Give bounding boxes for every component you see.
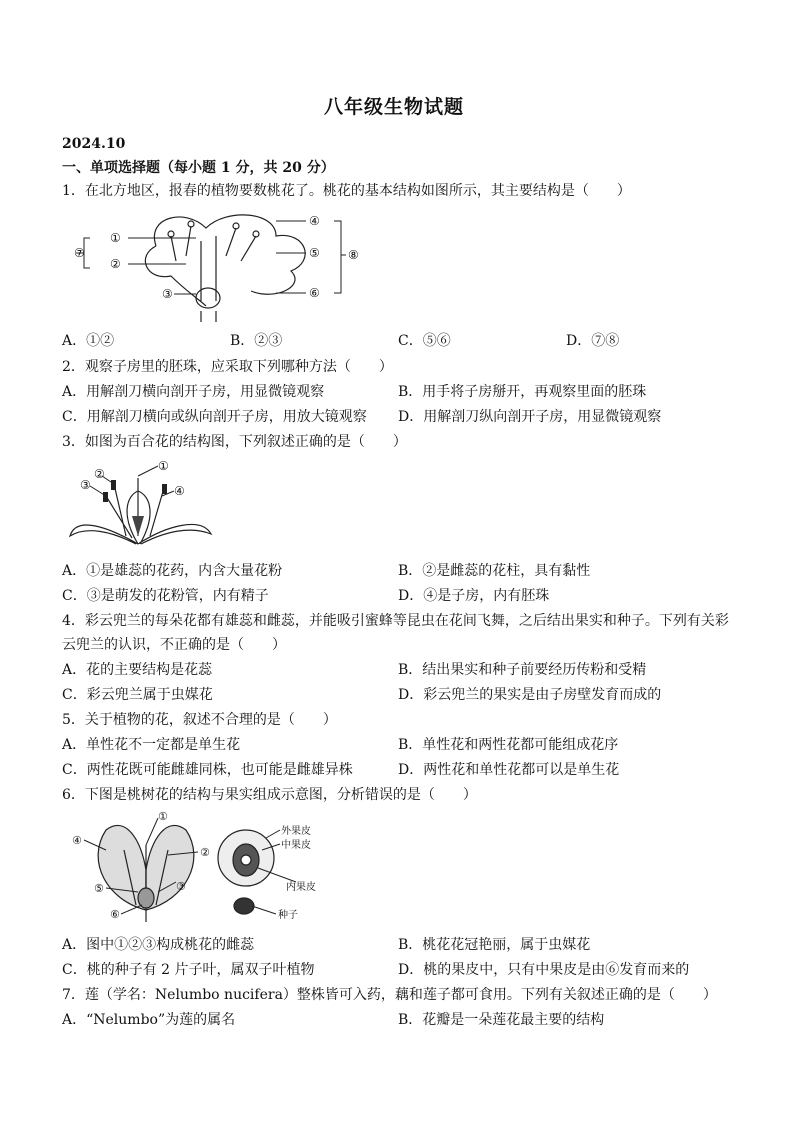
page-title: 八年级生物试题 [324,96,465,118]
option-c: C．③是萌发的花粉管，内有精子 [62,588,269,604]
leader-line [276,221,306,293]
label: ④ [72,834,82,847]
label: ⑧ [348,248,359,262]
lily-flower-figure [66,456,216,552]
petal-outline [145,246,206,306]
option-a: A．图中①②③构成桃花的雌蕊 [62,937,255,953]
option-c: C．桃的种子有 2 片子叶，属双子叶植物 [62,962,315,978]
label: 中果皮 [281,840,311,851]
peach-flower-figure [76,206,366,322]
question-stem: 6．下图是桃树花的结构与果实组成示意图，分析错误的是（ ） [62,787,477,803]
option-a: A．①是雄蕊的花药，内含大量花粉 [62,563,283,579]
option-a: A．单性花不一定都是单生花 [62,737,241,753]
label: 内果皮 [286,882,316,893]
label: ① [110,231,121,245]
label: ③ [176,880,186,893]
label: ② [110,257,121,271]
option-b: B．②③ [230,333,283,349]
petal-outline [70,525,138,544]
option-d: D．⑦⑧ [566,333,620,349]
ovary-shape [138,888,154,908]
label: ⑥ [110,908,120,921]
question-stem: 3．如图为百合花的结构图，下列叙述正确的是（ ） [62,434,407,450]
option-a: A．用解剖刀横向剖开子房，用显微镜观察 [62,384,325,400]
option-d: D．④是子房，内有胚珠 [398,588,550,604]
label: ⑤ [309,246,320,260]
anther-shape [111,480,116,490]
label: 外果皮 [281,826,311,837]
option-b: B．结出果实和种子前要经历传粉和受精 [398,662,647,678]
question-stem: 2．观察子房里的胚珠，应采取下列哪种方法（ ） [62,359,393,375]
label: ① [158,810,168,823]
option-d: D．桃的果皮中，只有中果皮是由⑥发育而来的 [398,962,690,978]
label: ② [94,467,105,481]
option-d: D．彩云兜兰的果实是由子房壁发育而成的 [398,687,662,703]
option-c: C．两性花既可能雌雄同株，也可能是雌雄异株 [62,762,353,778]
option-c: C．用解剖刀横向或纵向剖开子房，用放大镜观察 [62,409,367,425]
stem-outline [201,311,216,322]
option-c: C．⑤⑥ [398,333,451,349]
option-b: B．桃花花冠艳丽，属于虫媒花 [398,937,591,953]
option-d: D．用解剖刀纵向剖开子房，用显微镜观察 [398,409,662,425]
label: ⑦ [74,246,85,260]
question-stem: 1．在北方地区，报春的植物要数桃花了。桃花的基本结构如图所示，其主要结构是（ ） [62,183,631,199]
bracket-right [334,221,346,293]
option-d: D．两性花和单性花都可以是单生花 [398,762,620,778]
label: ⑤ [94,882,104,895]
stamen-shape [171,226,256,261]
section-heading: 一、单项选择题（每小题 1 分，共 20 分） [62,160,335,176]
anther-shape [103,492,108,502]
option-b: B．花瓣是一朵莲花最主要的结构 [398,1012,605,1028]
ovary-shape [132,516,144,536]
option-b: B．用手将子房掰开，再观察里面的胚珠 [398,384,647,400]
seed-shape [241,855,251,865]
option-b: B．单性花和两性花都可能组成花序 [398,737,619,753]
exam-date: 2024.10 [62,136,126,152]
question-stem-cont: 云兜兰的认识，不正确的是（ ） [62,637,286,653]
leader-line [128,238,196,294]
label: ③ [80,478,91,492]
label: ② [200,846,210,859]
option-c: C．彩云兜兰属于虫媒花 [62,687,213,703]
question-stem: 5．关于植物的花，叙述不合理的是（ ） [62,712,337,728]
question-stem: 7．莲（学名：Nelumbo nucifera）整株皆可入药，藕和莲子都可食用。下列有关叙述正确的是（ ） [62,987,717,1003]
option-a: A．“Nelumbo”为莲的属名 [62,1012,236,1028]
pistil-outline [201,236,216,301]
peach-flower-fruit-figure [66,810,346,926]
anther-shape [162,484,167,494]
option-a: A．①② [62,333,115,349]
petal-outline [138,525,211,544]
label: ⑥ [309,286,320,300]
label: ① [158,459,169,473]
seed-shape [234,898,254,914]
option-b: B．②是雌蕊的花柱，具有黏性 [398,563,591,579]
label: ③ [162,287,173,301]
option-a: A．花的主要结构是花蕊 [62,662,213,678]
question-stem: 4．彩云兜兰的每朵花都有雄蕊和雌蕊，并能吸引蜜蜂等昆虫在花间飞舞，之后结出果实和种子。下列有关彩 [62,613,729,629]
label: ④ [174,484,185,498]
label: 种子 [278,910,298,921]
label: ④ [309,214,320,228]
